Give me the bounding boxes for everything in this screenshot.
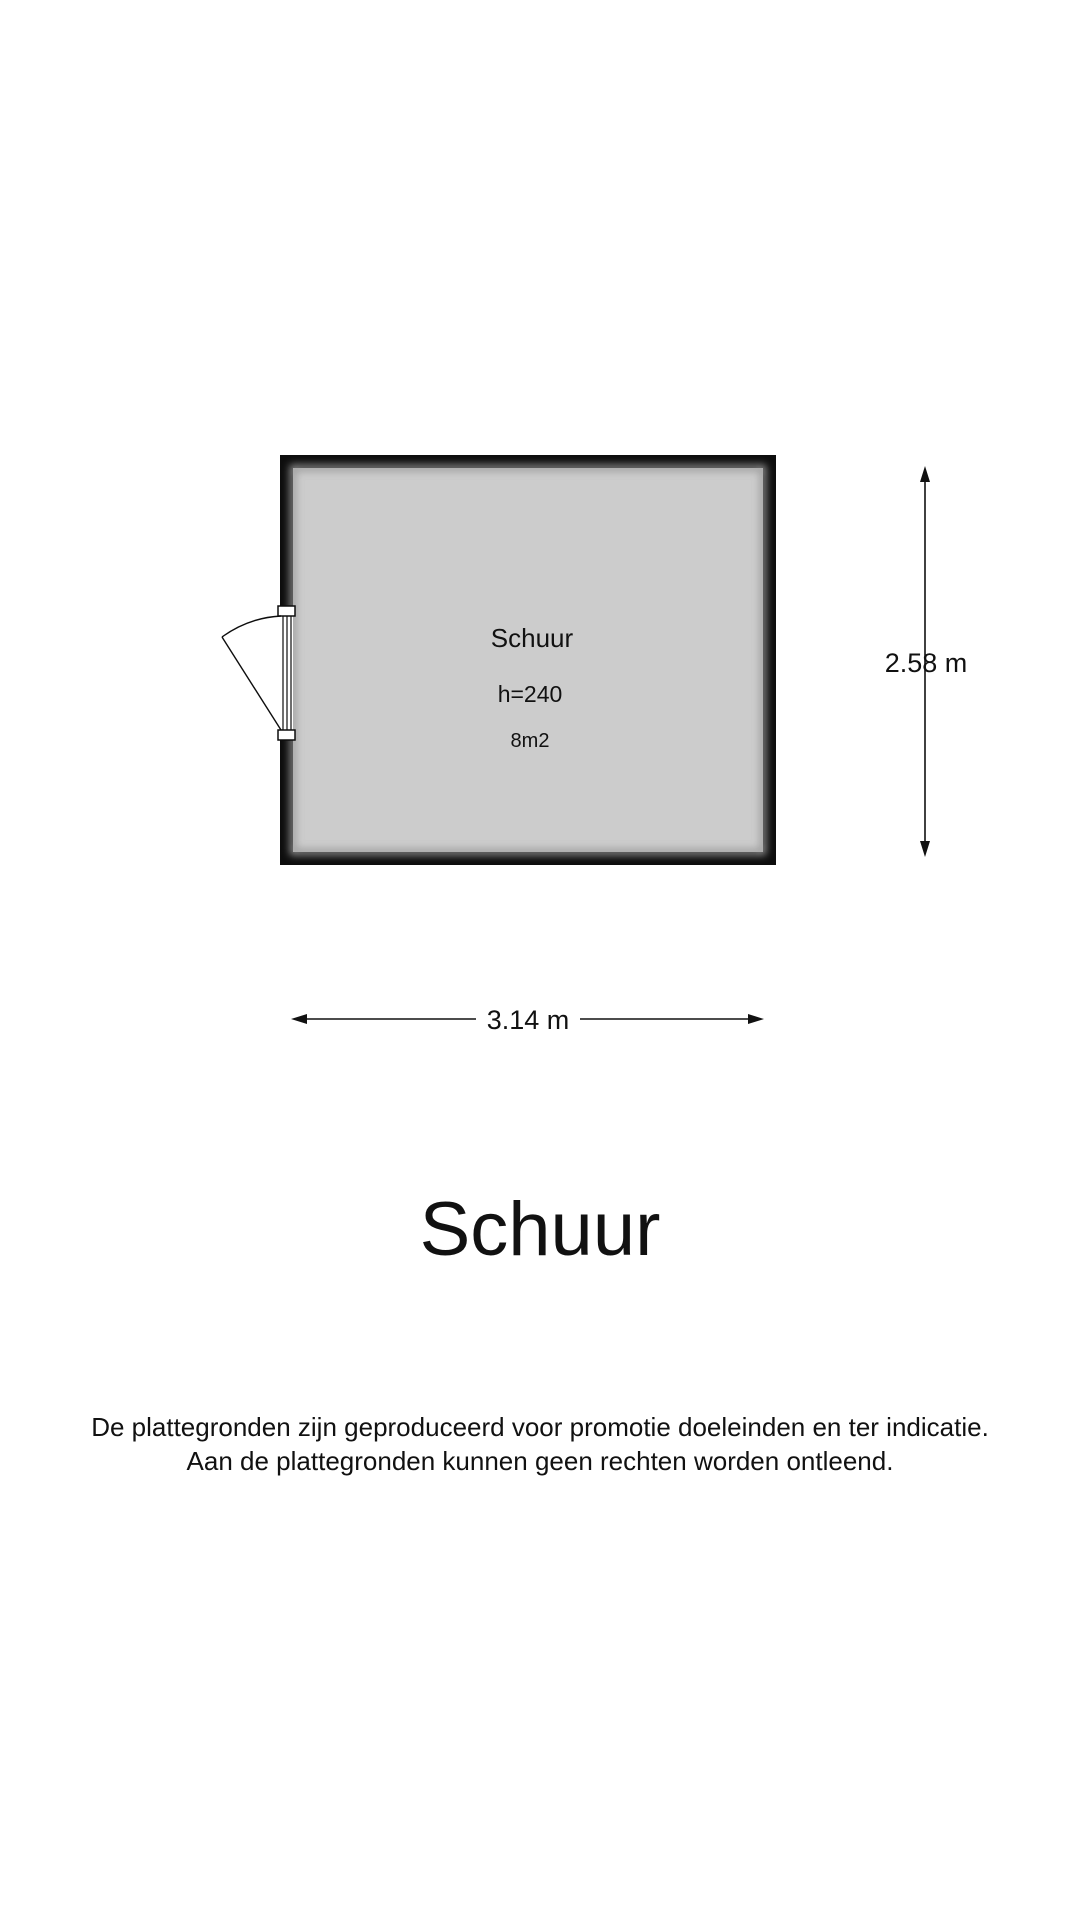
disclaimer-line-2: Aan de plattegronden kunnen geen rechten worden ontleend. [186, 1446, 894, 1476]
door-leaf [222, 637, 281, 730]
room-floor [293, 468, 763, 852]
door-swing-arc [222, 616, 281, 637]
depth-arrow-top [920, 466, 930, 482]
floor-title: Schuur [419, 1187, 661, 1272]
door-jamb-top [278, 606, 295, 616]
door-jamb-bottom [278, 730, 295, 740]
disclaimer [0, 1410, 1080, 1478]
depth-dimension-label: 2.58 m [884, 648, 968, 678]
room-area-label: 8m2 [510, 730, 550, 752]
width-arrow-right [748, 1014, 764, 1024]
width-arrow-left [291, 1014, 307, 1024]
disclaimer-line-1: De plattegronden zijn geproduceerd voor promotie doeleinden en ter indicatie. [91, 1412, 989, 1442]
room-height-label: h=240 [497, 681, 563, 707]
width-dimension-label: 3.14 m [486, 1005, 570, 1035]
depth-arrow-bottom [920, 841, 930, 857]
room-name-label: Schuur [490, 623, 574, 653]
